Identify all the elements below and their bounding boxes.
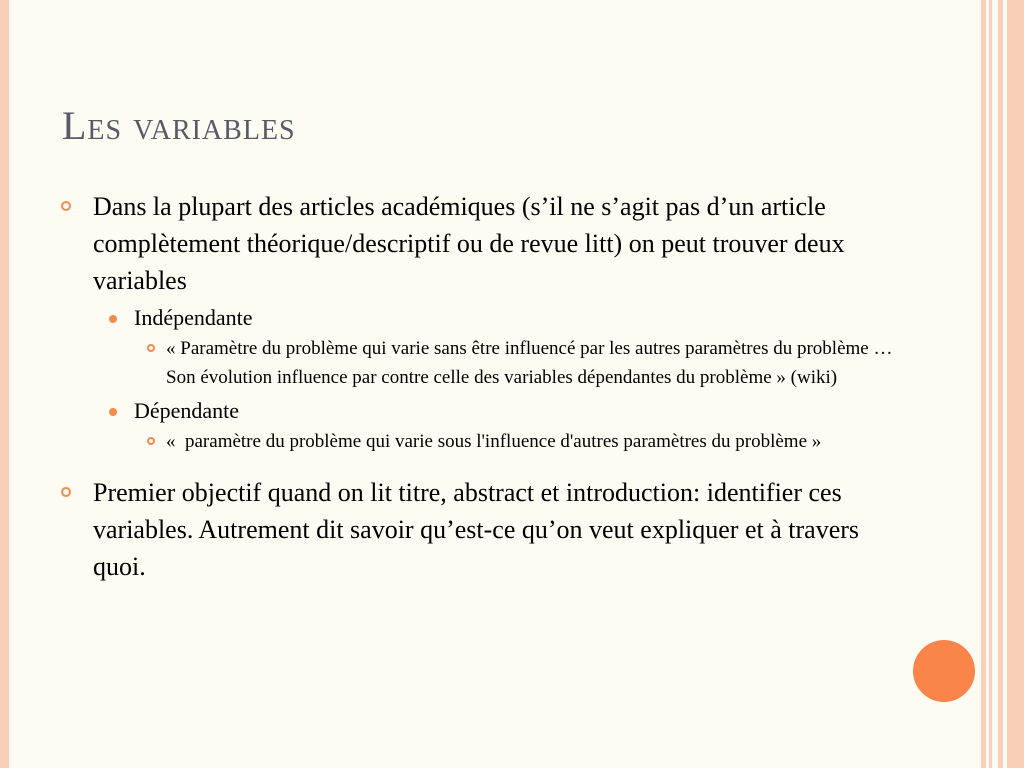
sub-bullet-dependante: [58, 396, 898, 426]
sub-bullet-text: Indépendante: [134, 305, 253, 330]
ring-bullet-icon: [147, 344, 155, 352]
definition-independante: [58, 334, 898, 392]
slide-body: [58, 188, 898, 589]
ring-bullet-icon: [61, 201, 71, 211]
dot-bullet-icon: [109, 408, 117, 416]
definition-dependante: [58, 427, 898, 456]
decorative-circle: [913, 640, 975, 702]
right-frame-stripes: [978, 0, 1024, 768]
slide-title: Les variables: [62, 103, 296, 148]
sub-bullet-text: Dépendante: [134, 398, 240, 423]
sub-bullet-independante: [58, 303, 898, 333]
definition-text: « paramètre du problème qui varie sous l'influence d'autres paramètres du problème »: [166, 431, 822, 452]
bullet-premier-objectif: [58, 474, 898, 585]
ring-bullet-icon: [147, 437, 155, 445]
definition-text: « Paramètre du problème qui varie sans être influencé par les autres paramètres du problème … Son évolution influence par contre celle des variables dépendantes du problème » (wiki): [166, 338, 893, 388]
bullet-text: Dans la plupart des articles académiques (s’il ne s’agit pas d’un article complètement théorique/descriptif ou de revue litt) on peut trouver deux variables: [93, 192, 845, 295]
bullet-variables-intro: [58, 188, 898, 299]
left-frame-stripe: [0, 0, 9, 768]
bullet-text: Premier objectif quand on lit titre, abstract et introduction: identifier ces variables. Autrement dit savoir qu’est-ce qu’on veut expliquer et à travers quoi.: [93, 478, 860, 581]
dot-bullet-icon: [109, 315, 117, 323]
ring-bullet-icon: [61, 487, 71, 497]
